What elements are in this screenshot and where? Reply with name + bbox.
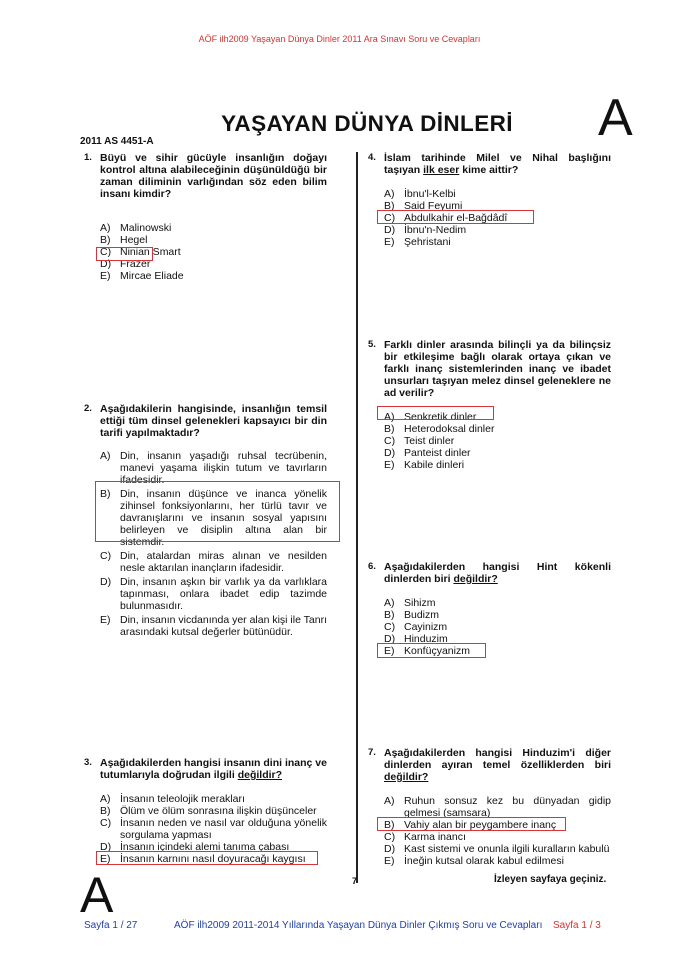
footer-page-right: Sayfa 1 / 3 xyxy=(553,920,601,931)
option-e[interactable]: E) Din, insanın vicdanında yer alan kişi ile Tanrı arasındaki kutsal değerler bütünüdür. xyxy=(100,614,328,638)
option-d[interactable]: D) Kast sistemi ve onunla ilgili kuralların kabulü xyxy=(384,843,610,855)
footer-title: AÖF ilh2009 2011-2014 Yıllarında Yaşayan Dünya Dinler Çıkmış Soru ve Cevapları xyxy=(174,920,543,931)
option-c[interactable]: C) İnsanın neden ve nasıl var olduğuna yönelik sorgulama yapması xyxy=(100,817,327,841)
option-a[interactable]: A) İnsanın teleolojik merakları xyxy=(100,793,245,805)
question-4 xyxy=(364,152,611,248)
answer-options xyxy=(364,411,611,471)
option-a[interactable]: A) Sihizm xyxy=(384,597,436,609)
question-number: 6. xyxy=(368,561,376,572)
next-page-note: İzleyen sayfaya geçiniz. xyxy=(494,874,607,885)
option-e[interactable]: E) Mircae Eliade xyxy=(100,270,184,282)
question-emphasis: ilk eser xyxy=(423,164,460,176)
question-number: 4. xyxy=(368,152,376,163)
question-stem: Büyü ve sihir gücüyle insanlığın doğayı kontrol altına alabileceğinin düşünüldüğü bir zaman diliminin varlığından söz eden bilim insanı kimdir? xyxy=(100,152,327,200)
question-number: 7. xyxy=(368,747,376,758)
question-2 xyxy=(80,403,327,638)
option-e[interactable]: E) İneğin kutsal olarak kabul edilmesi xyxy=(384,855,564,867)
option-e[interactable]: E) Kabile dinleri xyxy=(384,459,465,471)
option-d[interactable]: D) Frazer xyxy=(100,258,151,270)
option-d[interactable]: D) Hinduzim xyxy=(384,633,448,645)
option-b[interactable]: B) Hegel xyxy=(100,234,148,246)
option-d[interactable]: D) İnsanın içindeki alemi tanıma çabası xyxy=(100,841,290,853)
exam-code: 2011 AS 4451-A xyxy=(80,136,154,147)
option-b[interactable]: B) Said Feyumi xyxy=(384,200,463,212)
question-emphasis: değildir? xyxy=(237,769,283,781)
option-c[interactable]: C) Teist dinler xyxy=(384,435,455,447)
booklet-letter-top: A xyxy=(598,89,633,147)
question-stem: Farklı dinler arasında bilinçli ya da bilinçsiz bir etkileşime bağlı olarak ortaya çıkan ve farklı inanç sistemlerinden inanç ve ibadet unsurları taşıyan melez dinsel geleneklere ne ad verilir? xyxy=(384,339,611,399)
header-title: AÖF ilh2009 Yaşayan Dünya Dinler 2011 Ara Sınavı Soru ve Cevapları xyxy=(198,34,481,44)
option-c[interactable]: C) Din, atalardan miras alınan ve nesilden nesle aktarılan inançların ifadesidir. xyxy=(100,550,327,574)
page-number: 7 xyxy=(352,876,358,886)
question-number: 2. xyxy=(84,403,92,414)
option-e[interactable]: E) Şehristani xyxy=(384,236,451,248)
option-d[interactable]: D) Panteist dinler xyxy=(384,447,471,459)
question-3 xyxy=(80,757,327,865)
question-6 xyxy=(364,561,611,657)
option-b[interactable]: B) Din, insanın düşünce ve inanca yönelik zihinsel fonksiyonlarını, her türlü tavır ve davranışlarını ve insanın sosyal yapısını belirleyen ve disiplin altına alan bir sistemdir. xyxy=(100,488,327,548)
question-stem-end: kime aittir? xyxy=(459,164,519,176)
option-a[interactable]: A) Malinowski xyxy=(100,222,172,234)
question-number: 5. xyxy=(368,339,376,350)
question-text xyxy=(364,152,611,176)
question-text xyxy=(80,403,327,439)
question-stem: Aşağıdakilerden hangisi Hinduzim'i diğer dinlerden ayıran temel özelliklerden biri xyxy=(384,747,611,771)
option-d[interactable]: D) İbnu'n-Nedim xyxy=(384,224,467,236)
answer-options xyxy=(364,188,611,248)
answer-options xyxy=(364,597,611,657)
option-b[interactable]: B) Heterodoksal dinler xyxy=(384,423,495,435)
answer-options xyxy=(80,222,327,282)
answer-options xyxy=(80,450,327,638)
option-e[interactable]: E) İnsanın karnını nasıl doyuracağı kaygısı xyxy=(100,853,306,865)
question-7 xyxy=(364,747,611,867)
question-text xyxy=(364,339,611,399)
question-number: 3. xyxy=(84,757,92,768)
question-text xyxy=(80,152,327,200)
option-e[interactable]: E) Konfüçyanizm xyxy=(384,645,470,657)
option-c[interactable]: C) Cayinizm xyxy=(384,621,448,633)
option-c[interactable]: C) Abdulkahir el-Bağdâdî xyxy=(384,212,508,224)
question-number: 1. xyxy=(84,152,92,163)
question-text xyxy=(364,747,611,783)
option-a[interactable]: A) Ruhun sonsuz kez bu dünyadan gidip gelmesi (samsara) xyxy=(384,795,611,819)
column-divider xyxy=(356,152,358,883)
exam-title: YAŞAYAN DÜNYA DİNLERİ xyxy=(221,111,513,136)
question-emphasis: değildir? xyxy=(453,573,498,585)
answer-options xyxy=(80,793,327,865)
option-a[interactable]: A) İbnu'l-Kelbi xyxy=(384,188,456,200)
option-a[interactable]: A) Din, insanın yaşadığı ruhsal tecrübenin, manevi yaşama ilişkin tutum ve tavırların ifadesidir. xyxy=(100,450,327,486)
option-b[interactable]: B) Ölüm ve ölüm sonrasına ilişkin düşünceler xyxy=(100,805,317,817)
option-b[interactable]: B) Vahiy alan bir peygambere inanç xyxy=(384,819,557,831)
question-stem: Aşağıdakilerden hangisi insanın dini inanç ve tutumlarıyla doğrudan ilgili xyxy=(100,757,327,781)
question-text xyxy=(80,757,327,781)
question-text xyxy=(364,561,611,585)
option-b[interactable]: B) Budizm xyxy=(384,609,440,621)
answer-options xyxy=(364,795,611,867)
option-a[interactable]: A) Senkretik dinler xyxy=(384,411,477,423)
question-1 xyxy=(80,152,327,282)
question-stem: İslam tarihinde Milel ve Nihal başlığını taşıyan xyxy=(384,152,611,176)
question-5 xyxy=(364,339,611,471)
option-d[interactable]: D) Din, insanın aşkın bir varlık ya da varlıklara tapınması, onlara ibadet edip tazimde bulunmasıdır. xyxy=(100,576,327,612)
question-stem: Aşağıdakilerin hangisinde, insanlığın temsil ettiği tüm dinsel gelenekleri kapsayıcı bir din tarifi yapılmaktadır? xyxy=(100,403,327,439)
option-c[interactable]: C) Ninian Smart xyxy=(100,246,181,258)
question-emphasis: değildir? xyxy=(384,771,429,783)
booklet-letter-bottom: A xyxy=(80,867,114,923)
option-c[interactable]: C) Karma inancı xyxy=(384,831,466,843)
footer-page-left: Sayfa 1 / 27 xyxy=(84,920,138,931)
question-stem: Aşağıdakilerden hangisi Hint kökenli dinlerden biri xyxy=(384,561,611,585)
